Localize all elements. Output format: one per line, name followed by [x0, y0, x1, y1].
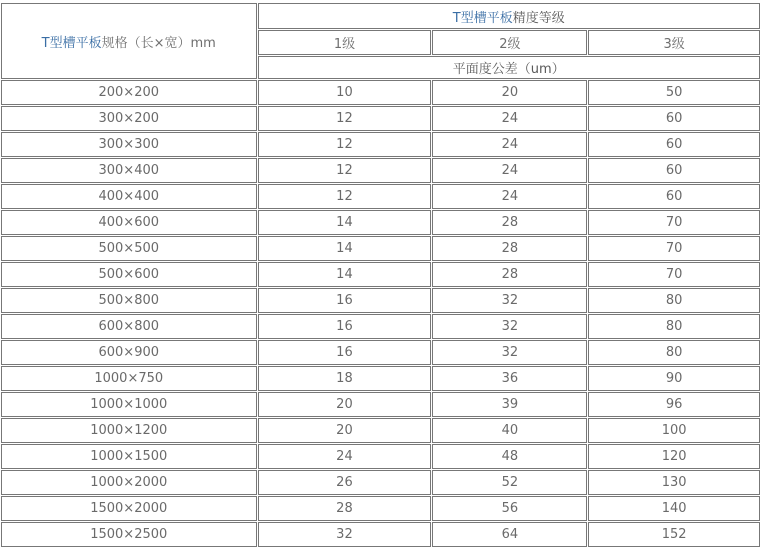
val-cell: 50 — [588, 80, 760, 105]
header-row-grade-group — [1, 3, 760, 29]
val-cell: 70 — [588, 210, 760, 235]
table-row — [1, 106, 760, 131]
val-cell: 12 — [258, 106, 432, 131]
val-cell: 90 — [588, 366, 760, 391]
val-cell: 96 — [588, 392, 760, 417]
val-cell: 80 — [588, 314, 760, 339]
spec-cell: 500×800 — [1, 288, 257, 313]
table-row — [1, 522, 760, 547]
val-cell: 140 — [588, 496, 760, 521]
val-cell: 28 — [432, 236, 587, 261]
val-cell: 28 — [258, 496, 432, 521]
val-cell: 14 — [258, 262, 432, 287]
t-slot-plate-spec-table — [0, 2, 761, 548]
val-cell: 52 — [432, 470, 587, 495]
table-row — [1, 340, 760, 365]
val-cell: 36 — [432, 366, 587, 391]
spec-cell: 300×300 — [1, 132, 257, 157]
table-row — [1, 184, 760, 209]
val-cell: 18 — [258, 366, 432, 391]
spec-cell: 1000×2000 — [1, 470, 257, 495]
val-cell: 32 — [432, 314, 587, 339]
spec-cell: 400×400 — [1, 184, 257, 209]
val-cell: 12 — [258, 158, 432, 183]
val-cell: 12 — [258, 184, 432, 209]
val-cell: 60 — [588, 184, 760, 209]
table-row — [1, 444, 760, 469]
val-cell: 14 — [258, 236, 432, 261]
spec-cell: 1000×1200 — [1, 418, 257, 443]
spec-cell: 1000×1000 — [1, 392, 257, 417]
val-cell: 20 — [258, 392, 432, 417]
val-cell: 12 — [258, 132, 432, 157]
val-cell: 120 — [588, 444, 760, 469]
val-cell: 24 — [432, 184, 587, 209]
val-cell: 80 — [588, 288, 760, 313]
header-cell-grade-2: 2级 — [432, 30, 587, 55]
spec-cell: 200×200 — [1, 80, 257, 105]
table-row — [1, 496, 760, 521]
spec-cell: 1000×1500 — [1, 444, 257, 469]
spec-cell: 400×600 — [1, 210, 257, 235]
val-cell: 80 — [588, 340, 760, 365]
table-row — [1, 314, 760, 339]
header-cell-spec — [1, 3, 257, 79]
spec-cell: 500×500 — [1, 236, 257, 261]
val-cell: 32 — [432, 288, 587, 313]
table-row — [1, 366, 760, 391]
val-cell: 130 — [588, 470, 760, 495]
val-cell: 20 — [432, 80, 587, 105]
spec-cell: 1500×2500 — [1, 522, 257, 547]
table-row — [1, 288, 760, 313]
table-row — [1, 132, 760, 157]
val-cell: 24 — [432, 158, 587, 183]
val-cell: 32 — [432, 340, 587, 365]
spec-cell: 600×900 — [1, 340, 257, 365]
table-row — [1, 262, 760, 287]
table-row — [1, 158, 760, 183]
spec-cell: 1500×2000 — [1, 496, 257, 521]
val-cell: 24 — [432, 106, 587, 131]
val-cell: 60 — [588, 158, 760, 183]
val-cell: 26 — [258, 470, 432, 495]
spec-cell: 1000×750 — [1, 366, 257, 391]
header-cell-grade-1: 1级 — [258, 30, 432, 55]
header-cell-tolerance: 平面度公差（um） — [258, 56, 760, 79]
grade-header-link[interactable]: T型槽平板 — [452, 10, 513, 26]
val-cell: 14 — [258, 210, 432, 235]
table-row — [1, 236, 760, 261]
val-cell: 64 — [432, 522, 587, 547]
val-cell: 28 — [432, 262, 587, 287]
table-row — [1, 470, 760, 495]
grade-header-label: 精度等级 — [512, 10, 565, 26]
val-cell: 60 — [588, 106, 760, 131]
spec-cell: 300×200 — [1, 106, 257, 131]
table-row — [1, 418, 760, 443]
val-cell: 152 — [588, 522, 760, 547]
table-row — [1, 80, 760, 105]
val-cell: 16 — [258, 314, 432, 339]
val-cell: 20 — [258, 418, 432, 443]
spec-cell: 500×600 — [1, 262, 257, 287]
val-cell: 70 — [588, 262, 760, 287]
spec-cell: 300×400 — [1, 158, 257, 183]
val-cell: 16 — [258, 340, 432, 365]
header-cell-grade-group — [258, 3, 760, 29]
val-cell: 24 — [258, 444, 432, 469]
spec-header-label: 规格（长×宽）mm — [101, 35, 216, 51]
val-cell: 60 — [588, 132, 760, 157]
header-cell-grade-3: 3级 — [588, 30, 760, 55]
val-cell: 48 — [432, 444, 587, 469]
spec-header-link[interactable]: T型槽平板 — [41, 35, 102, 51]
val-cell: 70 — [588, 236, 760, 261]
table-row — [1, 392, 760, 417]
val-cell: 28 — [432, 210, 587, 235]
spec-cell: 600×800 — [1, 314, 257, 339]
val-cell: 40 — [432, 418, 587, 443]
val-cell: 39 — [432, 392, 587, 417]
val-cell: 24 — [432, 132, 587, 157]
val-cell: 32 — [258, 522, 432, 547]
val-cell: 100 — [588, 418, 760, 443]
val-cell: 10 — [258, 80, 432, 105]
val-cell: 16 — [258, 288, 432, 313]
table-row — [1, 210, 760, 235]
val-cell: 56 — [432, 496, 587, 521]
